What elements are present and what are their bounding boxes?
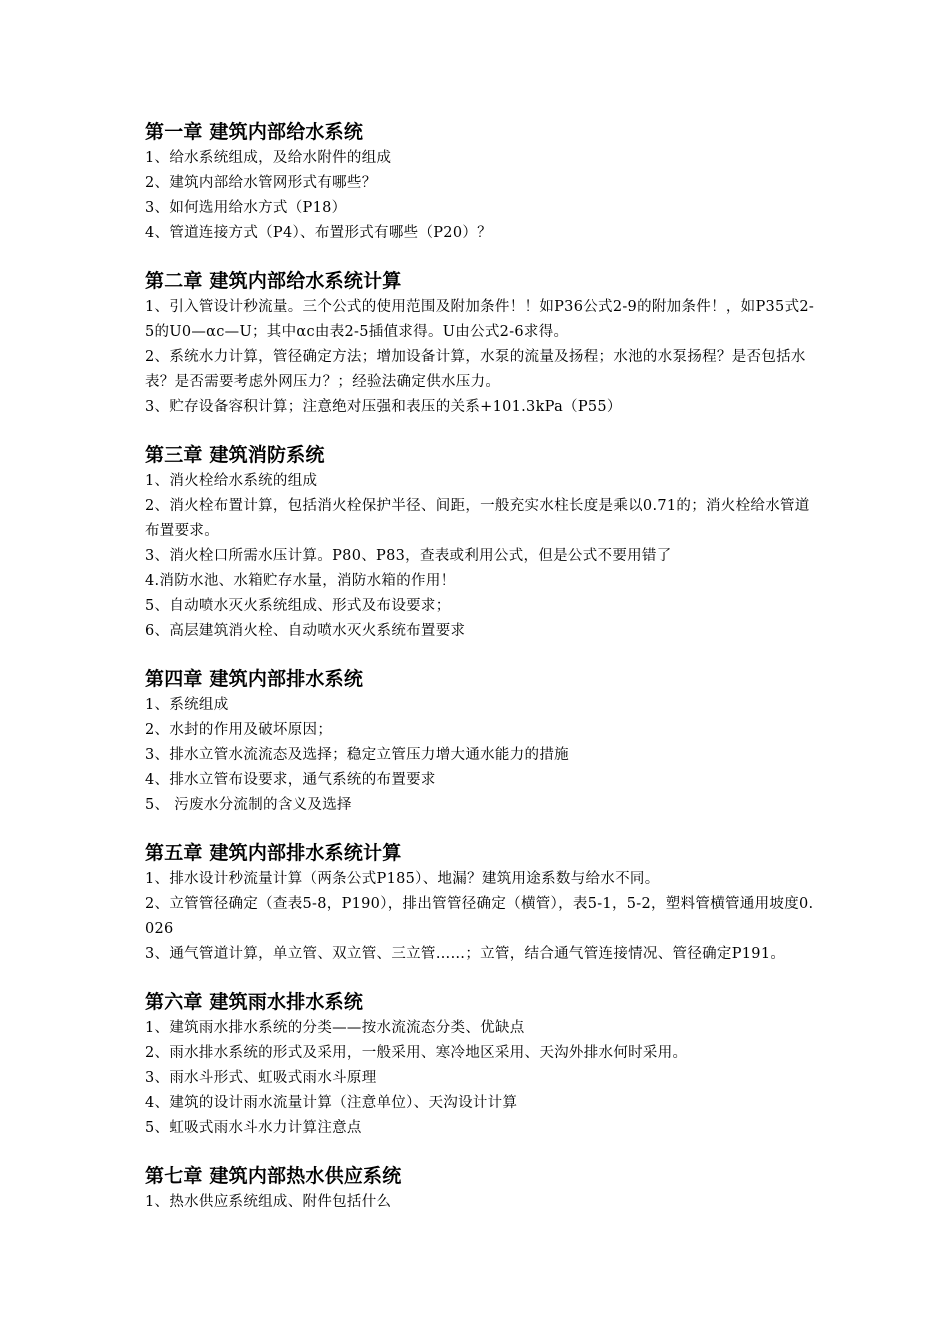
list-item: 3、消火栓口所需水压计算。P80、P83，查表或利用公式，但是公式不要用错了 — [145, 548, 672, 564]
chapter-title: 第一章 建筑内部给水系统 — [145, 121, 364, 143]
list-item: 1、系统组成 — [145, 697, 229, 713]
chapter-title: 第六章 建筑雨水排水系统 — [145, 991, 364, 1013]
list-item: 1、建筑雨水排水系统的分类——按水流流态分类、优缺点 — [145, 1020, 525, 1036]
chapter-4 — [145, 665, 815, 818]
chapter-2 — [145, 267, 815, 420]
list-item: 2、立管管径确定（查表5-8，P190），排出管管径确定（横管），表5-1，5-2，塑料管横管通用坡度0.026 — [145, 896, 814, 937]
chapter-6 — [145, 988, 815, 1141]
list-item: 6、高层建筑消火栓、自动喷水灭火系统布置要求 — [145, 623, 466, 639]
list-item: 4、排水立管布设要求，通气系统的布置要求 — [145, 772, 436, 788]
list-item: 1、排水设计秒流量计算（两条公式P185）、地漏？建筑用途系数与给水不同。 — [145, 871, 660, 887]
chapter-title: 第七章 建筑内部热水供应系统 — [145, 1165, 402, 1187]
list-item: 3、贮存设备容积计算；注意绝对压强和表压的关系+101.3kPa（P55） — [145, 399, 622, 415]
list-item: 1、消火栓给水系统的组成 — [145, 473, 318, 489]
list-item: 5、虹吸式雨水斗水力计算注意点 — [145, 1120, 362, 1136]
list-item: 2、雨水排水系统的形式及采用，一般采用、寒冷地区采用、天沟外排水何时采用。 — [145, 1045, 688, 1061]
list-item: 2、建筑内部给水管网形式有哪些？ — [145, 175, 377, 191]
list-item: 1、给水系统组成，及给水附件的组成 — [145, 150, 392, 166]
chapter-7 — [145, 1162, 815, 1215]
chapter-title: 第二章 建筑内部给水系统计算 — [145, 270, 402, 292]
list-item: 2、系统水力计算，管径确定方法；增加设备计算，水泵的流量及扬程；水池的水泵扬程？是否包括水表？是否需要考虑外网压力？；经验法确定供水压力。 — [145, 349, 806, 390]
list-item: 4、管道连接方式（P4）、布置形式有哪些（P20）？ — [145, 225, 492, 241]
chapter-title: 第三章 建筑消防系统 — [145, 444, 325, 466]
list-item: 2、水封的作用及破坏原因； — [145, 722, 333, 738]
chapter-title: 第五章 建筑内部排水系统计算 — [145, 842, 402, 864]
list-item: 4、建筑的设计雨水流量计算（注意单位）、天沟设计计算 — [145, 1095, 518, 1111]
list-item: 3、通气管道计算，单立管、双立管、三立管……；立管，结合通气管连接情况、管径确定P191。 — [145, 946, 786, 962]
list-item: 3、排水立管水流流态及选择；稳定立管压力增大通水能力的措施 — [145, 747, 569, 763]
list-item: 5、自动喷水灭火系统组成、形式及布设要求； — [145, 598, 451, 614]
chapter-5 — [145, 839, 815, 967]
chapter-1 — [145, 118, 815, 246]
chapter-3 — [145, 441, 815, 644]
list-item: 2、消火栓布置计算，包括消火栓保护半径、间距，一般充实水柱长度是乘以0.71的；消火栓给水管道布置要求。 — [145, 498, 810, 539]
list-item: 1、引入管设计秒流量。三个公式的使用范围及附加条件！！如P36公式2-9的附加条件！，如P35式2-5的U0—αc—U；其中αc由表2-5插值求得。U由公式2-6求得。 — [145, 299, 815, 340]
chapter-title: 第四章 建筑内部排水系统 — [145, 668, 364, 690]
list-item: 1、热水供应系统组成、附件包括什么 — [145, 1194, 392, 1210]
document-page — [145, 118, 815, 1236]
list-item: 4.消防水池、水箱贮存水量，消防水箱的作用！ — [145, 573, 456, 589]
list-item: 5、 污废水分流制的含义及选择 — [145, 797, 352, 813]
list-item: 3、雨水斗形式、虹吸式雨水斗原理 — [145, 1070, 377, 1086]
list-item: 3、如何选用给水方式（P18） — [145, 200, 347, 216]
